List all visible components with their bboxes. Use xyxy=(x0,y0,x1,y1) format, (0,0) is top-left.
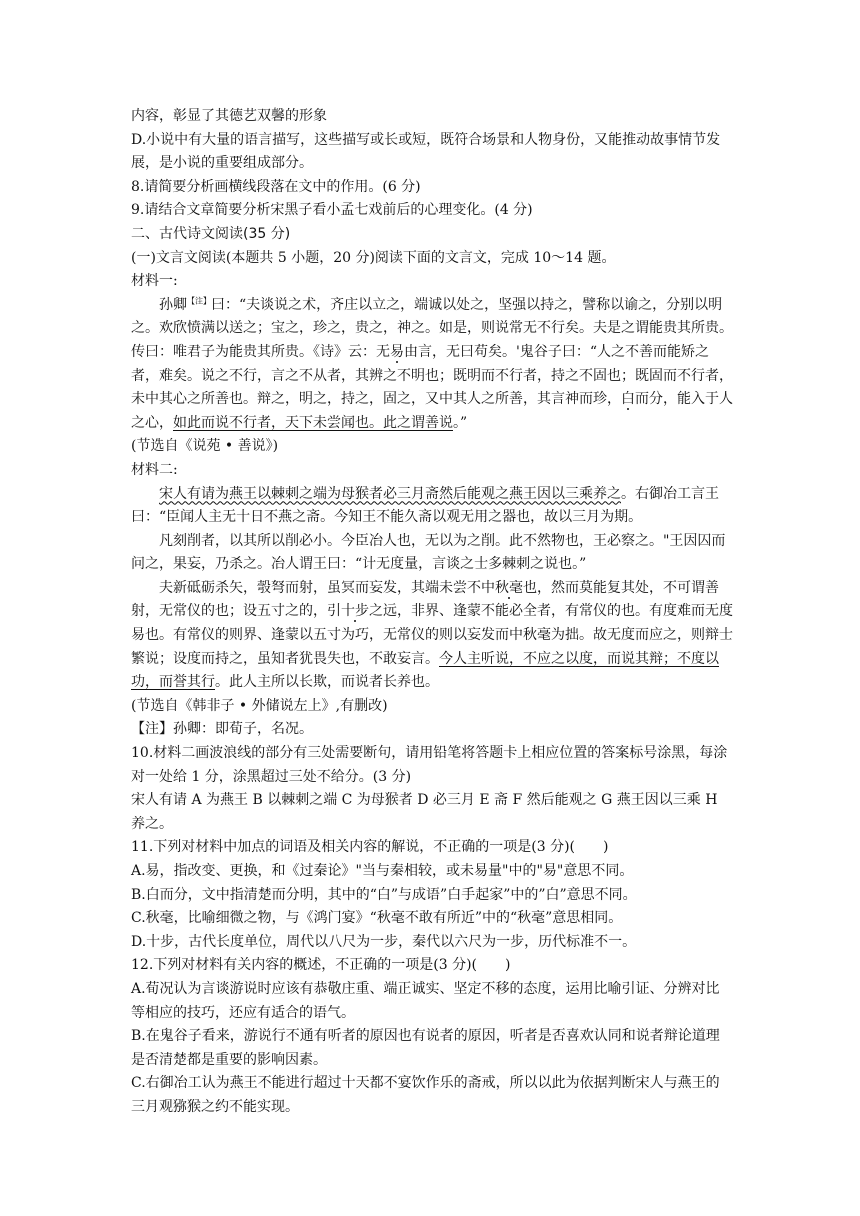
m1-text-a: 孙卿 xyxy=(159,296,187,313)
material-2-source: (节选自《韩非子 • 外储说左上》,有删改) xyxy=(131,697,388,714)
section-heading-2: 二、古代诗文阅读(35 分) xyxy=(131,225,291,242)
m1-text-b: 曰：“夫谈说之术，齐庄以立之，端诚以处之，坚强以持之，譬称以谕之，分别以明之。欢欣愤满以送之；宝之，珍之，贵之，神之。如是，则说常无不行矣。夫是之谓能贵其所贵。传曰：唯君子为能贵其所贵。《诗》云：无 xyxy=(131,296,733,360)
m2-p3-text-c: 之远，非界、逢蒙不能必全者，有常仪的也。有度难而无度易也。有常仪的则界、逢蒙以五寸为巧，无常仪的则以妄发而中秋毫为拙。故无度而应之，则辩士繁说；设度而持之，虽知者犹畏失也，不敢妄言。 xyxy=(131,603,733,667)
m2-p3-text-a: 夫新砥砺杀矢，彀弩而射，虽冥而妄发，其端未尝不中 xyxy=(159,579,495,596)
question-11-option-a: A.易，指改变、更换，和《过秦论》"当与秦相较，或未易量"中的"易"意思不同。 xyxy=(131,863,634,879)
question-10: 10.材料二画波浪线的部分有三处需要断句，请用铅笔将答题卡上相应位置的答案标号涂黑，每涂对一处给 1 分，涂黑超过三处不给分。(3 分) xyxy=(131,745,728,785)
question-12: 12.下列对材料有关内容的概述，不正确的一项是(3 分)( ) xyxy=(131,957,511,974)
annotation-note: 【注】孙卿：即荀子，名况。 xyxy=(131,721,313,738)
material-1-paragraph xyxy=(131,294,733,436)
question-11: 11.下列对材料中加点的词语及相关内容的解说，不正确的一项是(3 分)( ) xyxy=(131,839,609,856)
subsection-heading: (一)文言文阅读(本题共 5 小题，20 分)阅读下面的文言文，完成 10～14 题。 xyxy=(131,249,616,266)
m1-underlined-sentence: 如此而说不行者，天下未尝闻也。此之谓善说 xyxy=(173,414,453,431)
m1-text-e: 。” xyxy=(453,414,468,431)
question-12-option-c: C.右御冶工认为燕王不能进行超过十天都不宴饮作乐的斋戒，所以以此为依据判断宋人与燕王的三月观猕猴之约不能实现。 xyxy=(131,1075,720,1115)
m2-wavy-passage: 宋人有请为燕王以棘刺之端为母猴者必三月斋然后能观之燕王因以三乘养之 xyxy=(159,485,621,502)
question-11-option-d: D.十步，古代长度单位，周代以八尺为一步，秦代以六尺为一步，历代标准不一。 xyxy=(131,933,637,950)
question-12-option-b: B.在鬼谷子看来，游说行不通有听者的原因也有说者的原因，听者是否喜欢认同和说者辩论道理是否清楚都是重要的影响因素。 xyxy=(131,1028,720,1068)
material-2-title: 材料二: xyxy=(131,461,178,478)
m2-underlined-sentence: 今人主听说，不应之以度，而说其辩；不度以功，而誉其行 xyxy=(131,650,719,691)
m2-p3-text-d: 。此人主所以长欺，而说者长养也。 xyxy=(215,674,439,691)
dotted-word-shibu: 十步 xyxy=(341,603,369,620)
question-10-options: 宋人有请 A 为燕王 B 以棘刺之端 C 为母猴者 D 必三月 E 斋 F 然后能观之 G 燕王因以三乘 H 养之。 xyxy=(131,792,718,832)
option-c-continuation: 内容，彰显了其德艺双馨的形象 xyxy=(131,108,327,124)
page-content xyxy=(131,105,733,1120)
question-12-option-a: A.荀况认为言谈游说时应该有恭敬庄重、端正诚实、坚定不移的态度，运用比喻引证、分辨对比等相应的技巧，还应有适合的语气。 xyxy=(131,980,720,1021)
material-2-paragraph-2: 凡刻削者，以其所以削必小。今臣冶人也，无以为之削。此不然物也，王必察之。"王因囚而问之，果妄，乃杀之。冶人谓王曰：“计无度量，言谈之士多棘刺之说也。” xyxy=(131,532,726,573)
dotted-word-bai: 白 xyxy=(621,391,635,408)
m2-text-a: 。右御冶工言王曰：“臣闻人主无十日不燕之斋。今知王不能久斋以观无用之器也，故以三月为期。 xyxy=(131,485,719,526)
m2-p3-text-b: 也，然而莫能复其处，不可谓善射，无常仪的也；设五寸之的，引 xyxy=(131,579,719,620)
question-8: 8.请简要分析画横线段落在文中的作用。(6 分) xyxy=(131,178,421,195)
material-1-source: (节选自《说苑 • 善说》) xyxy=(131,438,279,455)
question-9: 9.请结合文章简要分析宋黑子看小孟七戏前后的心理变化。(4 分) xyxy=(131,202,533,219)
question-11-option-b: B.白而分，文中指清楚而分明，其中的“白”与成语”白手起家”中的”白”意思不同。 xyxy=(131,886,637,903)
annotation-mark: 【注】 xyxy=(187,296,211,306)
option-d: D.小说中有大量的语言描写，这些描写或长或短，既符合场景和人物身份，又能推动故事情节发展，是小说的重要组成部分。 xyxy=(131,131,721,172)
material-2-paragraph-1 xyxy=(131,483,733,530)
material-2-paragraph-3 xyxy=(131,577,733,695)
m1-text-d: 而分，能入于人之心， xyxy=(131,391,733,431)
question-11-option-c: C.秋毫，比喻细微之物，与《鸿门宴》“秋毫不敢有所近”中的“秋毫”意思相同。 xyxy=(131,910,623,927)
dotted-word-yi: 易 xyxy=(390,343,404,360)
material-1-title: 材料一: xyxy=(131,273,178,290)
dotted-word-qiuhao: 秋毫 xyxy=(495,579,523,596)
m1-text-c: 由言，无曰苟矣。'鬼谷子曰：“人之不善而能矫之者，难矣。说之不行，言之不从者，其辨之不明也；既明而不行者，持之不固也；既固而不行者，未中其心之所善也。辩之，明之，持之，固之，又中其人之所善，其言神而珍， xyxy=(131,343,733,408)
